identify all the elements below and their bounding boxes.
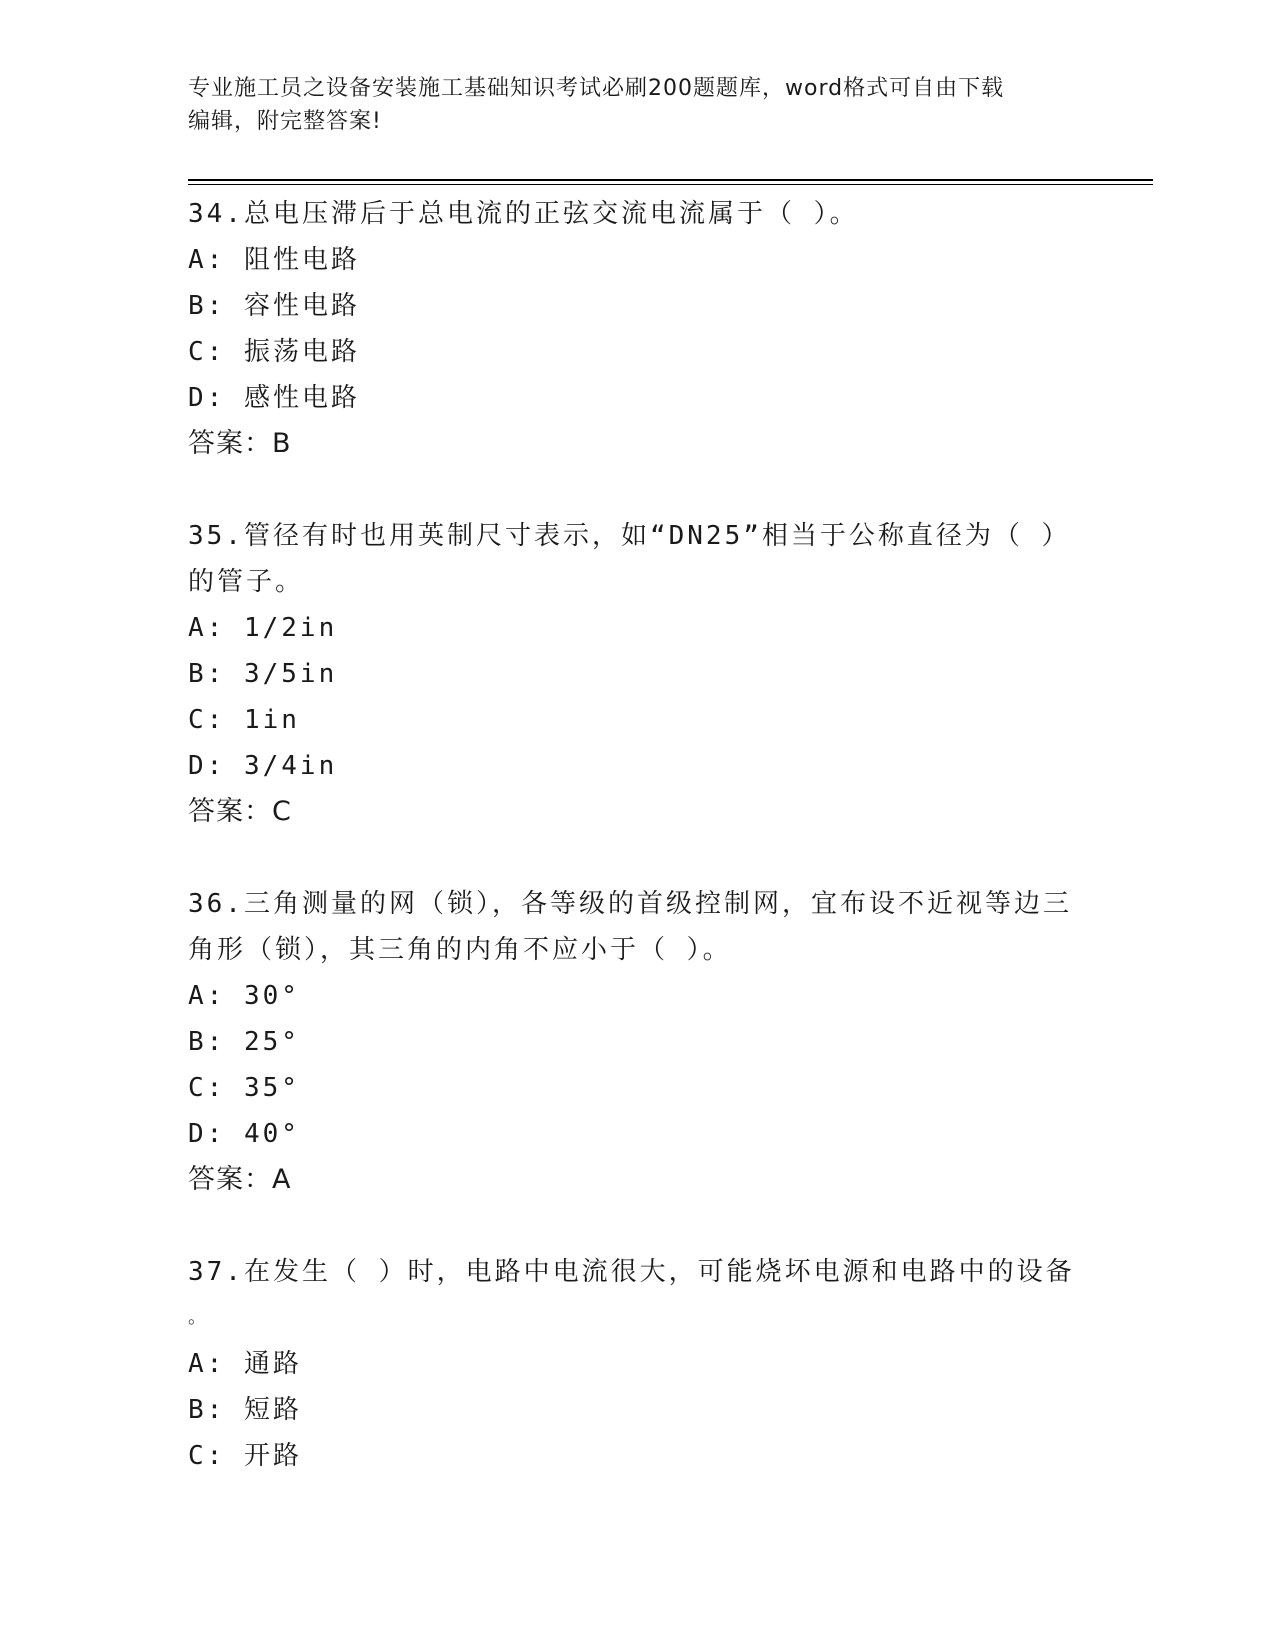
option-c: C: 振荡电路 <box>188 337 360 367</box>
question-stem-continued: 。 <box>188 1307 209 1328</box>
option-a: A: 通路 <box>188 1349 302 1379</box>
document-header <box>188 72 1088 138</box>
option-b: B: 短路 <box>188 1395 302 1425</box>
question-37 <box>188 1249 1088 1479</box>
option-c: C: 开路 <box>188 1441 302 1471</box>
option-c: C: 1in <box>188 705 300 735</box>
answer-label: 答案：A <box>188 1164 292 1195</box>
option-b: B: 25° <box>188 1027 300 1057</box>
option-d: D: 感性电路 <box>188 383 360 413</box>
option-a: A: 阻性电路 <box>188 245 360 275</box>
header-line-1: 专业施工员之设备安装施工基础知识考试必刷200题题库，word格式可自由下载 <box>188 76 1005 101</box>
question-stem: 37.在发生（ ）时，电路中电流很大，可能烧坏电源和电路中的设备 <box>188 1257 1075 1287</box>
question-stem-continued: 角形（锁），其三角的内角不应小于（ ）。 <box>188 935 732 965</box>
option-c: C: 35° <box>188 1073 300 1103</box>
answer-label: 答案：C <box>188 796 292 827</box>
question-stem: 35.管径有时也用英制尺寸表示，如“DN25”相当于公称直径为（ ） <box>188 521 1071 551</box>
option-a: A: 30° <box>188 981 300 1011</box>
question-stem: 34.总电压滞后于总电流的正弦交流电流属于（ ）。 <box>188 199 859 229</box>
header-line-2: 编辑，附完整答案! <box>188 109 382 134</box>
question-36 <box>188 881 1088 1203</box>
question-34 <box>188 191 1088 467</box>
question-list <box>188 191 1088 1525</box>
option-d: D: 40° <box>188 1119 300 1149</box>
question-35 <box>188 513 1088 835</box>
option-a: A: 1/2in <box>188 613 338 643</box>
answer-label: 答案：B <box>188 428 292 459</box>
header-divider-thick <box>188 179 1153 181</box>
option-b: B: 3/5in <box>188 659 338 689</box>
question-stem: 36.三角测量的网（锁），各等级的首级控制网，宜布设不近视等边三 <box>188 889 1072 919</box>
option-d: D: 3/4in <box>188 751 338 781</box>
question-stem-continued: 的管子。 <box>188 567 305 597</box>
header-divider-thin <box>188 184 1153 185</box>
option-b: B: 容性电路 <box>188 291 360 321</box>
